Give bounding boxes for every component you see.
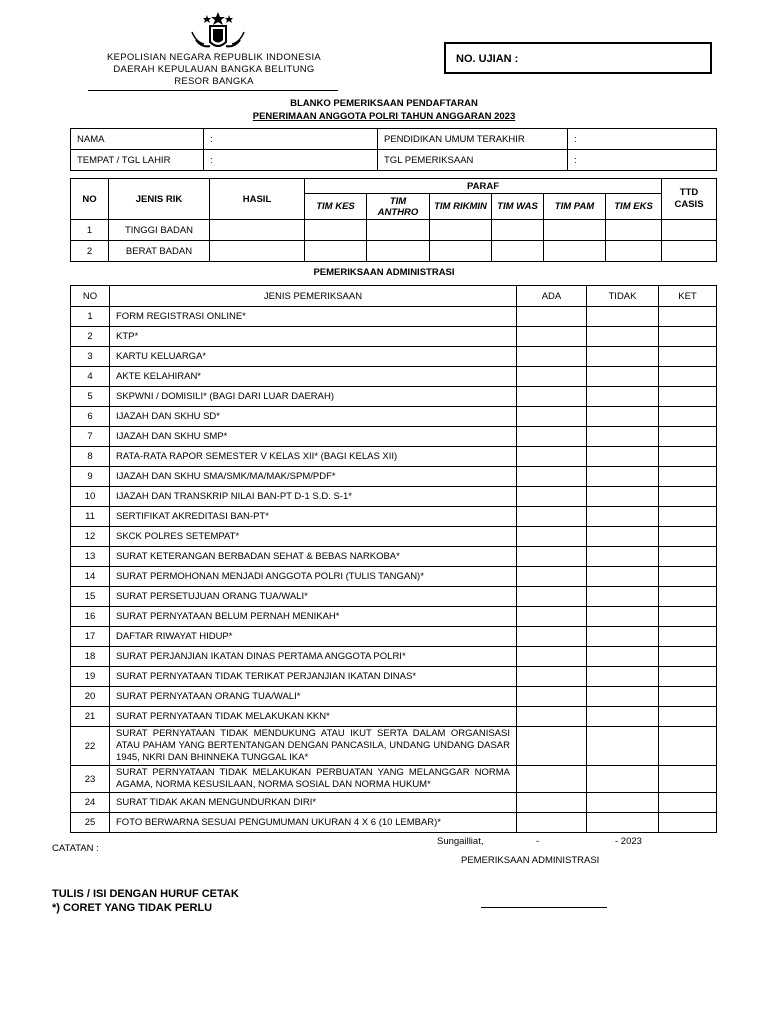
admin-cell-ket[interactable] <box>659 307 717 327</box>
admin-cell-ket[interactable] <box>659 627 717 647</box>
admin-row-no: 17 <box>71 627 110 647</box>
admin-cell-tidak[interactable] <box>587 813 659 833</box>
admin-cell-tidak[interactable] <box>587 307 659 327</box>
admin-row-no: 9 <box>71 467 110 487</box>
admin-row-no: 4 <box>71 367 110 387</box>
admin-row-text: IJAZAH DAN TRANSKRIP NILAI BAN-PT D-1 S.D. S-1* <box>110 487 517 507</box>
admin-cell-tidak[interactable] <box>587 487 659 507</box>
admin-row-text: SURAT PERMOHONAN MENJADI ANGGOTA POLRI (TULIS TANGAN)* <box>110 567 517 587</box>
admin-cell-tidak[interactable] <box>587 527 659 547</box>
admin-cell-ket[interactable] <box>659 447 717 467</box>
table-row <box>71 367 717 387</box>
admin-cell-ket[interactable] <box>659 667 717 687</box>
admin-cell-ket[interactable] <box>659 467 717 487</box>
admin-cell-ket[interactable] <box>659 387 717 407</box>
admin-cell-ada[interactable] <box>517 467 587 487</box>
admin-cell-ket[interactable] <box>659 507 717 527</box>
admin-cell-ada[interactable] <box>517 727 587 766</box>
table-row <box>71 487 717 507</box>
table-row <box>71 547 717 567</box>
table-row <box>71 241 717 262</box>
label-nama: NAMA <box>71 129 204 150</box>
admin-cell-ket[interactable] <box>659 487 717 507</box>
org-line-3: RESOR BANGKA <box>174 76 254 87</box>
admin-cell-ada[interactable] <box>517 813 587 833</box>
label-ttl: TEMPAT / TGL LAHIR <box>71 150 204 171</box>
signature-date-dash: - <box>536 836 540 847</box>
admin-row-no: 18 <box>71 647 110 667</box>
rik-cell[interactable] <box>662 220 717 241</box>
form-title-line-1: BLANKO PEMERIKSAAN PENDAFTARAN <box>290 98 478 109</box>
table-row <box>71 427 717 447</box>
admin-cell-tidak[interactable] <box>587 647 659 667</box>
admin-row-text: FOTO BERWARNA SESUAI PENGUMUMAN UKURAN 4 X 6 (10 LEMBAR)* <box>110 813 517 833</box>
table-row <box>71 667 717 687</box>
admin-row-no: 1 <box>71 307 110 327</box>
team-pam: TIM PAM <box>544 194 606 220</box>
admin-cell-tidak[interactable] <box>587 427 659 447</box>
value-nama[interactable]: : <box>204 129 378 150</box>
admin-cell-tidak[interactable] <box>587 707 659 727</box>
admin-cell-ket[interactable] <box>659 587 717 607</box>
signature-line[interactable] <box>481 907 607 908</box>
rik-row-name: TINGGI BADAN <box>109 220 210 241</box>
admin-row-no: 10 <box>71 487 110 507</box>
header-divider <box>88 90 338 91</box>
admin-cell-tidak[interactable] <box>587 793 659 813</box>
admin-cell-ket[interactable] <box>659 607 717 627</box>
admin-row-text: KTP* <box>110 327 517 347</box>
police-crest-logo <box>188 10 248 52</box>
admin-header-no: NO <box>71 286 110 307</box>
table-row <box>71 407 717 427</box>
admin-cell-ket[interactable] <box>659 647 717 667</box>
admin-cell-ket[interactable] <box>659 727 717 766</box>
admin-row-no: 21 <box>71 707 110 727</box>
value-pendidikan[interactable]: : <box>568 129 717 150</box>
admin-cell-ada[interactable] <box>517 587 587 607</box>
form-title-line-2: PENERIMAAN ANGGOTA POLRI TAHUN ANGGARAN 2023 <box>252 111 516 122</box>
value-tgl-pemeriksaan[interactable]: : <box>568 150 717 171</box>
admin-cell-tidak[interactable] <box>587 627 659 647</box>
admin-cell-ket[interactable] <box>659 407 717 427</box>
rik-header-no: NO <box>71 179 109 220</box>
rik-cell[interactable] <box>430 241 492 262</box>
admin-cell-tidak[interactable] <box>587 667 659 687</box>
admin-table <box>70 285 717 833</box>
admin-cell-ket[interactable] <box>659 793 717 813</box>
admin-header-ket: KET <box>659 286 717 307</box>
rik-header-jenis: JENIS RIK <box>109 179 210 220</box>
admin-cell-tidak[interactable] <box>587 467 659 487</box>
catatan-label: CATATAN : <box>52 843 99 854</box>
admin-row-no: 7 <box>71 427 110 447</box>
admin-row-no: 20 <box>71 687 110 707</box>
admin-row-text: KARTU KELUARGA* <box>110 347 517 367</box>
admin-cell-ada[interactable] <box>517 547 587 567</box>
admin-row-text: SKCK POLRES SETEMPAT* <box>110 527 517 547</box>
note-cross-out: *) CORET YANG TIDAK PERLU <box>52 902 213 914</box>
table-row <box>71 327 717 347</box>
team-rikmin: TIM RIKMIN <box>430 194 492 220</box>
admin-section-title: PEMERIKSAAN ADMINISTRASI <box>313 267 455 278</box>
admin-cell-ada[interactable] <box>517 347 587 367</box>
admin-cell-ada[interactable] <box>517 367 587 387</box>
admin-cell-tidak[interactable] <box>587 327 659 347</box>
rik-cell[interactable] <box>210 241 305 262</box>
admin-row-no: 15 <box>71 587 110 607</box>
rik-row-no: 2 <box>71 241 109 262</box>
table-row <box>71 793 717 813</box>
admin-cell-ada[interactable] <box>517 647 587 667</box>
rik-header-hasil: HASIL <box>210 179 305 220</box>
admin-cell-ket[interactable] <box>659 707 717 727</box>
table-row <box>71 707 717 727</box>
rik-cell[interactable] <box>367 220 430 241</box>
admin-row-no: 16 <box>71 607 110 627</box>
team-eks: TIM EKS <box>606 194 662 220</box>
admin-row-text: IJAZAH DAN SKHU SMA/SMK/MA/MAK/SPM/PDF* <box>110 467 517 487</box>
rik-cell[interactable] <box>606 241 662 262</box>
admin-cell-ada[interactable] <box>517 507 587 527</box>
admin-row-text: RATA-RATA RAPOR SEMESTER V KELAS XII* (BAGI KELAS XII) <box>110 447 517 467</box>
label-tgl-pemeriksaan: TGL PEMERIKSAAN <box>378 150 568 171</box>
admin-row-text: AKTE KELAHIRAN* <box>110 367 517 387</box>
note-print-letters: TULIS / ISI DENGAN HURUF CETAK <box>52 888 239 900</box>
admin-cell-ket[interactable] <box>659 687 717 707</box>
admin-row-text: SURAT PERNYATAAN TIDAK TERIKAT PERJANJIAN IKATAN DINAS* <box>110 667 517 687</box>
admin-row-text: SURAT PERNYATAAN BELUM PERNAH MENIKAH* <box>110 607 517 627</box>
admin-cell-ket[interactable] <box>659 766 717 793</box>
admin-cell-tidak[interactable] <box>587 387 659 407</box>
table-row <box>71 607 717 627</box>
admin-cell-ket[interactable] <box>659 427 717 447</box>
table-row <box>71 587 717 607</box>
admin-cell-ada[interactable] <box>517 527 587 547</box>
rik-cell[interactable] <box>305 220 367 241</box>
admin-row-no: 3 <box>71 347 110 367</box>
rik-cell[interactable] <box>544 241 606 262</box>
organization-header <box>90 52 338 88</box>
identity-table <box>70 128 717 171</box>
table-row <box>71 507 717 527</box>
admin-row-no: 2 <box>71 327 110 347</box>
admin-row-no: 22 <box>71 727 110 766</box>
table-row <box>71 687 717 707</box>
admin-row-text: SURAT PERNYATAAN TIDAK MELAKUKAN PERBUATAN YANG MELANGGAR NORMA AGAMA, NORMA KESUSILAAN, NORMA SOSIAL DAN NORMA HUKUM* <box>110 766 517 793</box>
table-row <box>71 220 717 241</box>
admin-cell-ket[interactable] <box>659 367 717 387</box>
admin-cell-ada[interactable] <box>517 567 587 587</box>
admin-cell-ket[interactable] <box>659 813 717 833</box>
signature-year: - 2023 <box>615 836 642 847</box>
admin-header-tidak: TIDAK <box>587 286 659 307</box>
admin-row-no: 24 <box>71 793 110 813</box>
table-row <box>71 647 717 667</box>
team-kes: TIM KES <box>305 194 367 220</box>
rik-row-no: 1 <box>71 220 109 241</box>
admin-cell-ada[interactable] <box>517 766 587 793</box>
admin-row-text: FORM REGISTRASI ONLINE* <box>110 307 517 327</box>
rik-header-paraf: PARAF <box>305 179 662 194</box>
admin-cell-ada[interactable] <box>517 487 587 507</box>
rik-table <box>70 178 717 262</box>
admin-cell-ada[interactable] <box>517 793 587 813</box>
admin-row-no: 19 <box>71 667 110 687</box>
admin-row-text: SURAT KETERANGAN BERBADAN SEHAT & BEBAS NARKOBA* <box>110 547 517 567</box>
admin-cell-ada[interactable] <box>517 607 587 627</box>
admin-row-text: DAFTAR RIWAYAT HIDUP* <box>110 627 517 647</box>
rik-cell[interactable] <box>305 241 367 262</box>
admin-row-text: SURAT PERJANJIAN IKATAN DINAS PERTAMA ANGGOTA POLRI* <box>110 647 517 667</box>
table-row <box>71 467 717 487</box>
admin-row-no: 5 <box>71 387 110 407</box>
admin-cell-ket[interactable] <box>659 547 717 567</box>
rik-cell[interactable] <box>606 220 662 241</box>
admin-row-text: SURAT PERNYATAAN ORANG TUA/WALI* <box>110 687 517 707</box>
admin-cell-tidak[interactable] <box>587 447 659 467</box>
table-row <box>71 527 717 547</box>
admin-row-no: 8 <box>71 447 110 467</box>
admin-row-no: 11 <box>71 507 110 527</box>
rik-cell[interactable] <box>662 241 717 262</box>
exam-number-box[interactable] <box>444 42 712 74</box>
rik-cell[interactable] <box>430 220 492 241</box>
admin-cell-ada[interactable] <box>517 707 587 727</box>
admin-cell-ada[interactable] <box>517 307 587 327</box>
org-line-1: KEPOLISIAN NEGARA REPUBLIK INDONESIA <box>106 52 322 63</box>
admin-row-text: SURAT TIDAK AKAN MENGUNDURKAN DIRI* <box>110 793 517 813</box>
admin-cell-tidak[interactable] <box>587 547 659 567</box>
admin-cell-ada[interactable] <box>517 407 587 427</box>
admin-cell-ket[interactable] <box>659 567 717 587</box>
exam-number-label: NO. UJIAN : <box>456 53 519 65</box>
admin-header-jenis: JENIS PEMERIKSAAN <box>110 286 517 307</box>
table-row <box>71 766 717 793</box>
table-row <box>71 347 717 367</box>
admin-cell-ada[interactable] <box>517 447 587 467</box>
admin-cell-tidak[interactable] <box>587 567 659 587</box>
rik-header-ttd: TTD CASIS <box>662 179 717 220</box>
admin-row-text: IJAZAH DAN SKHU SD* <box>110 407 517 427</box>
admin-row-text: SERTIFIKAT AKREDITASI BAN-PT* <box>110 507 517 527</box>
admin-row-no: 12 <box>71 527 110 547</box>
admin-cell-tidak[interactable] <box>587 407 659 427</box>
rik-cell[interactable] <box>544 220 606 241</box>
signer-title: PEMERIKSAAN ADMINISTRASI <box>461 855 600 866</box>
admin-row-no: 6 <box>71 407 110 427</box>
admin-row-no: 13 <box>71 547 110 567</box>
admin-cell-tidak[interactable] <box>587 687 659 707</box>
admin-cell-tidak[interactable] <box>587 766 659 793</box>
admin-cell-ket[interactable] <box>659 527 717 547</box>
team-anthro: TIM ANTHRO <box>367 194 430 220</box>
org-line-2: DAERAH KEPULAUAN BANGKA BELITUNG <box>113 64 315 75</box>
admin-row-text: SURAT PERNYATAAN TIDAK MELAKUKAN KKN* <box>110 707 517 727</box>
signature-place: Sungailliat, <box>437 836 484 847</box>
admin-cell-ada[interactable] <box>517 427 587 447</box>
rik-row-name: BERAT BADAN <box>109 241 210 262</box>
admin-row-no: 14 <box>71 567 110 587</box>
admin-row-text: SURAT PERSETUJUAN ORANG TUA/WALI* <box>110 587 517 607</box>
admin-cell-ada[interactable] <box>517 687 587 707</box>
admin-cell-ket[interactable] <box>659 347 717 367</box>
label-pendidikan: PENDIDIKAN UMUM TERAKHIR <box>378 129 568 150</box>
rik-cell[interactable] <box>492 241 544 262</box>
admin-cell-tidak[interactable] <box>587 727 659 766</box>
team-was: TIM WAS <box>492 194 544 220</box>
rik-cell[interactable] <box>210 220 305 241</box>
table-row <box>71 387 717 407</box>
table-row <box>71 627 717 647</box>
admin-cell-tidak[interactable] <box>587 347 659 367</box>
table-row <box>71 567 717 587</box>
admin-row-text: SURAT PERNYATAAN TIDAK MENDUKUNG ATAU IKUT SERTA DALAM ORGANISASI ATAU PAHAM YANG BERTENTANGAN DENGAN PANCASILA, UNDANG UNDANG DASAR 1945, NKRI DAN BHINNEKA TUNGGAL IKA* <box>110 727 517 766</box>
admin-cell-ada[interactable] <box>517 627 587 647</box>
admin-cell-tidak[interactable] <box>587 587 659 607</box>
admin-row-text: IJAZAH DAN SKHU SMP* <box>110 427 517 447</box>
admin-row-no: 23 <box>71 766 110 793</box>
admin-cell-tidak[interactable] <box>587 507 659 527</box>
table-row <box>71 727 717 766</box>
rik-cell[interactable] <box>492 220 544 241</box>
admin-cell-ada[interactable] <box>517 387 587 407</box>
admin-cell-tidak[interactable] <box>587 367 659 387</box>
admin-header-ada: ADA <box>517 286 587 307</box>
admin-row-no: 25 <box>71 813 110 833</box>
table-row <box>71 813 717 833</box>
admin-cell-tidak[interactable] <box>587 607 659 627</box>
rik-cell[interactable] <box>367 241 430 262</box>
admin-cell-ket[interactable] <box>659 327 717 347</box>
table-row <box>71 307 717 327</box>
admin-cell-ada[interactable] <box>517 327 587 347</box>
admin-cell-ada[interactable] <box>517 667 587 687</box>
value-ttl[interactable]: : <box>204 150 378 171</box>
admin-row-text: SKPWNI / DOMISILI* (BAGI DARI LUAR DAERAH) <box>110 387 517 407</box>
table-row <box>71 447 717 467</box>
